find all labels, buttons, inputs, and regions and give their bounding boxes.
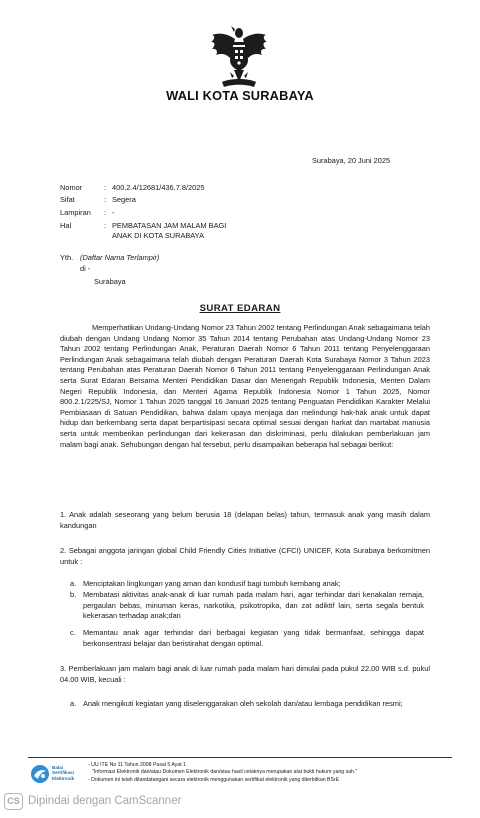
- meta-value: 400.2.4/12681/436.7.8/2025: [112, 183, 205, 192]
- footer-note-2: "Informasi Elektronik dan/atau Dokumen Elektronik dan/atau hasil cetaknya merupakan alat bukti hukum yang sah.": [92, 769, 358, 775]
- intro-paragraph: Memperhatikan Undang-Undang Nomor 23 Tahun 2002 tentang Perlindungan Anak sebagaimana telah diubah dengan Undang Undang Nomor 35 Tahun 2014 tentang Perubahan atas Undang-Undang Nomor 23 Tahun 2002 tentang Perlindungan Anak, Peraturan Daerah Nomor 6 Tahun 2011 tentang Penyelenggaraan Perlindungan Anak sebagaimana telah diubah dengan Peraturan Daerah Kota Surabaya Nomor 3 Tahun 2023 tentang Perubahan atas Peraturan Daerah Nomor 6 Tahun 2011 tentang Penyelenggaraan Perlindungan Anak serta Surat Edaran Bersama Menteri Pendidikan Dasar dan Menengah Republik Indonesia, Menteri Dalam Negeri Republik Indonesia, dan Menteri Agama Republik Indonesia Nomor 1 Tahun 2025, Nomor 800.2.1/225/SJ, Nomor 1 Tahun 2025 tanggal 16 Januari 2025 tentang Penguatan Pendidikan Karakter Melalui Pembiasaan di Satuan Pendidikan, bahwa dalam upaya menjaga dan melindungi hak-hak anak untuk dapat hidup dan berkembang serta dapat berpartisipasi secara optimal sesuai dengan harkat dan martabat manusia serta untuk memberikan perlindungan dari kekerasan dan diskriminasi, perlu dilakukan pemberlakuan jam malam bagi anak. Sehubungan dengan hal tersebut, perlu disampaikan beberapa hal sebagai berikut:: [60, 323, 430, 449]
- meta-value: Segera: [112, 195, 136, 204]
- bsre-label-line: Sertifikasi: [52, 770, 74, 776]
- point-2-item-c: [70, 628, 424, 649]
- address-di: di -: [80, 264, 91, 273]
- address-yth: Yth.: [60, 253, 74, 262]
- point-2: 2. Sebagai anggota jaringan global Child Friendly Cities Initiative (CFCI) UNICEF, Kota Surabaya berkomitmen untuk :: [60, 546, 430, 566]
- meta-label: Hal: [60, 221, 72, 230]
- camscanner-logo-text: CS: [7, 796, 20, 806]
- point-3-item-a: [70, 699, 424, 710]
- bsre-label-line: Elektronik: [52, 775, 75, 781]
- point-1: 1. Anak adalah seseorang yang belum berusia 18 (delapan belas) tahun, termasuk anak yang masih dalam kandungan: [60, 510, 430, 530]
- item-text: Memantau anak agar terhindar dari berbagai kegiatan yang tidak bermanfaat, sehingga dapat berkonsentrasi belajar dan beristirahat dengan optimal.: [83, 628, 424, 648]
- address-recipient: (Daftar Nama Terlampir): [80, 253, 160, 262]
- date-line: Surabaya, 20 Juni 2025: [312, 156, 391, 165]
- address-city: Surabaya: [94, 277, 126, 286]
- item-text: Membatasi aktivitas anak-anak di luar rumah pada malam hari, agar terhindar dari kenakalan remaja, pergaulan bebas, minuman keras, narkotika, psikotropika, dan zat adiktif lain, serta segala bentuk kekerasan terhadap anak;dan: [83, 590, 424, 621]
- meta-value: PEMBATASAN JAM MALAM BAGI: [112, 221, 227, 230]
- item-marker: a.: [70, 579, 77, 588]
- meta-value-cont: ANAK DI KOTA SURABAYA: [112, 231, 204, 240]
- item-marker: c.: [70, 628, 76, 637]
- camscanner-watermark-text: Dipindai dengan CamScanner: [28, 795, 182, 807]
- point-2-item-b: [70, 590, 424, 622]
- document-heading: SURAT EDARAN: [199, 303, 281, 314]
- point-2-item-a: [70, 579, 424, 590]
- item-text: Menciptakan lingkungan yang aman dan kondusif bagi tumbuh kembang anak;: [83, 579, 341, 588]
- meta-label: Nomor: [60, 183, 83, 192]
- bsre-logo-icon: [30, 764, 50, 784]
- meta-label: Sifat: [60, 195, 75, 204]
- item-marker: b.: [70, 590, 77, 599]
- item-text: Anak mengikuti kegiatan yang diselenggarakan oleh sekolah dan/atau lembaga pendidikan resmi;: [83, 699, 403, 708]
- bsre-label-line: Balai: [52, 765, 63, 770]
- camscanner-logo: [4, 793, 23, 810]
- bsre-label: [52, 765, 74, 781]
- letterhead-title: WALI KOTA SURABAYA: [166, 88, 314, 103]
- meta-value: -: [112, 208, 115, 217]
- meta-label: Lampiran: [60, 208, 91, 217]
- footer-note-3: - Dokumen ini telah ditandatangani secara elektronik menggunakan sertifikat elektronik yang diterbitkan BSrE: [88, 777, 340, 783]
- point-3: 3. Pemberlakuan jam malam bagi anak di luar rumah pada malam hari dimulai pada pukul 22.00 WIB s.d. pukul 04.00 WIB, kecuali :: [60, 664, 430, 684]
- footer-note-1: - UU ITE No 11 Tahun 2008 Pasal 5 Ayat 1: [88, 762, 187, 768]
- garuda-emblem: [210, 26, 268, 92]
- footer-divider: [28, 757, 452, 758]
- item-marker: a.: [70, 699, 77, 708]
